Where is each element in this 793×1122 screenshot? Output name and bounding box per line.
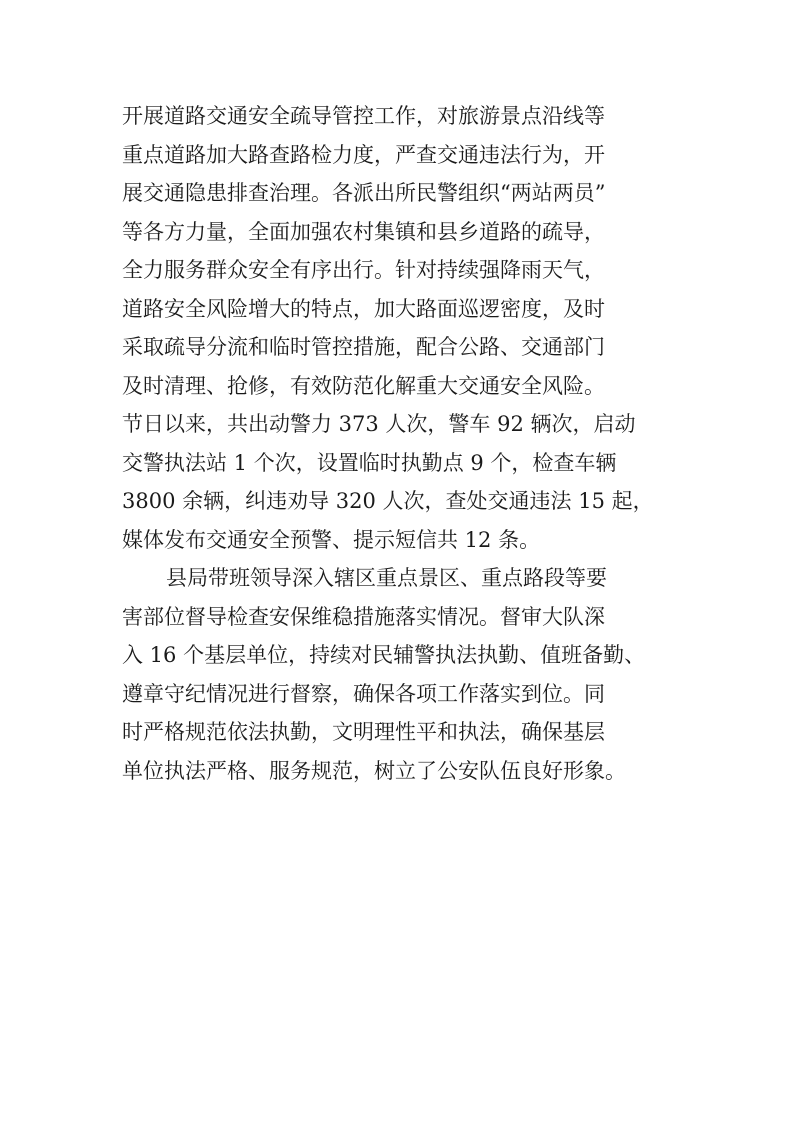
text-line: 全力服务群众安全有序出行。针对持续强降雨天气，: [122, 258, 605, 282]
text-line: 交警执法站 1 个次，设置临时执勤点 9 个，检查车辆: [122, 450, 617, 475]
text-line: 时严格规范依法执勤，文明理性平和执法，确保基层: [122, 720, 605, 744]
paragraph-1: [122, 97, 682, 559]
text-line: 开展道路交通安全疏导管控工作，对旅游景点沿线等: [122, 104, 605, 128]
text-line: 采取疏导分流和临时管控措施，配合公路、交通部门: [122, 335, 605, 359]
text-line: 入 16 个基层单位，持续对民辅警执法执勤、值班备勤、: [122, 643, 646, 667]
text-line: 媒体发布交通安全预警、提示短信共 12 条。: [122, 527, 541, 552]
text-line: 重点道路加大路查路检力度，严查交通违法行为，开: [122, 142, 605, 167]
text-line: 节日以来，共出动警力 373 人次，警车 92 辆次，启动: [122, 412, 636, 436]
text-line: 展交通隐患排查治理。各派出所民警组织“两站两员”: [122, 181, 606, 205]
text-line: 道路安全风险增大的特点，加大路面巡逻密度，及时: [122, 296, 605, 321]
text-line: 害部位督导检查安保维稳措施落实情况。督审大队深: [122, 604, 605, 629]
text-line: 及时清理、抢修，有效防范化解重大交通安全风险。: [122, 373, 605, 398]
text-line: 等各方力量，全面加强农村集镇和县乡道路的疏导，: [122, 219, 605, 244]
text-line: 县局带班领导深入辖区重点景区、重点路段等要: [166, 566, 607, 590]
paragraph-2: [122, 559, 682, 790]
document-body: [122, 97, 682, 790]
text-line: 遵章守纪情况进行督察，确保各项工作落实到位。同: [122, 681, 605, 706]
text-line: 单位执法严格、服务规范，树立了公安队伍良好形象。: [122, 758, 626, 783]
text-line: 3800 余辆，纠违劝导 320 人次，查处交通违法 15 起，: [122, 489, 654, 513]
